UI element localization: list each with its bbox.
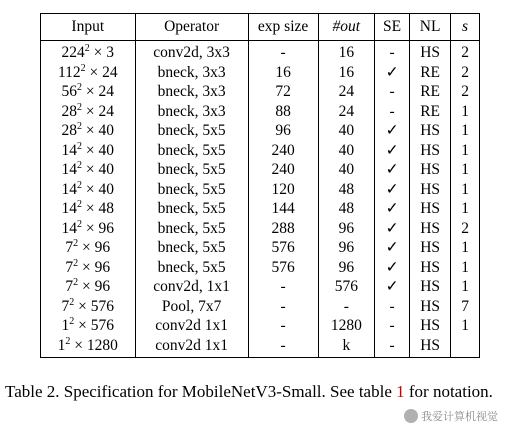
cell-input [41,238,136,258]
cell-se: - [375,82,410,102]
input-base: 28 [61,122,78,139]
cell-exp-size: - [248,316,318,336]
cell-input [41,336,136,358]
cell-out: 96 [318,219,375,239]
cell-nl: HS [410,277,451,297]
cell-operator: conv2d 1x1 [135,336,248,358]
input-exponent: 2 [77,121,83,132]
cell-nl: HS [410,238,451,258]
cell-nl: HS [410,160,451,180]
cell-exp-size: - [248,41,318,63]
cell-stride: 1 [451,199,480,219]
cell-stride: 1 [451,160,480,180]
cell-out: 24 [318,82,375,102]
input-exponent: 2 [69,316,75,327]
cell-nl: HS [410,219,451,239]
cell-se: ✓ [375,141,410,161]
cell-input [41,219,136,239]
table-caption [5,381,513,403]
table-row [41,199,480,219]
input-base: 7 [65,258,74,276]
cell-operator: bneck, 5x5 [135,180,248,200]
cell-operator: bneck, 5x5 [135,199,248,219]
input-base: 14 [61,141,78,159]
table-row [41,141,480,161]
input-base: 112 [57,63,81,81]
cell-stride: 1 [451,277,480,297]
cell-operator: bneck, 5x5 [135,238,248,258]
header-s: s [451,14,480,41]
input-channels: × 3 [89,44,115,61]
cell-se: ✓ [375,277,410,297]
spec-table [40,13,480,358]
cell-nl: RE [410,102,451,122]
cell-exp-size: 16 [248,63,318,83]
cell-out: 40 [318,141,375,161]
cell-operator: bneck, 3x3 [135,63,248,83]
table-row [41,160,480,180]
cell-nl: RE [410,63,451,83]
cell-stride: 2 [451,41,480,63]
cell-input [41,160,136,180]
cell-operator: bneck, 5x5 [135,141,248,161]
header-input: Input [41,14,136,41]
caption-table-ref-link[interactable]: 1 [396,382,405,401]
table-row [41,297,480,317]
cell-input [41,316,136,336]
cell-exp-size: 288 [248,219,318,239]
input-base: 14 [61,180,78,198]
input-exponent: 2 [77,101,83,113]
cell-out: 48 [318,199,375,219]
cell-operator: bneck, 5x5 [135,121,248,141]
table-row [41,336,480,358]
watermark-logo-icon [404,409,418,423]
watermark [404,408,498,424]
input-base: 28 [61,102,78,120]
cell-out: 16 [318,41,375,63]
input-exponent: 2 [73,257,79,269]
input-exponent: 2 [84,43,90,54]
input-exponent: 2 [77,140,83,152]
cell-operator: conv2d, 1x1 [135,277,248,297]
table-row [41,277,480,297]
table-row [41,219,480,239]
cell-se: ✓ [375,258,410,278]
cell-se: ✓ [375,160,410,180]
input-channels: × 40 [82,161,115,178]
input-base: 56 [61,83,78,100]
input-exponent: 2 [73,277,79,288]
input-base: 224 [61,44,85,61]
header-nl: NL [410,14,451,41]
cell-se: ✓ [375,121,410,141]
cell-out: 576 [318,277,375,297]
cell-se: - [375,297,410,317]
cell-se: ✓ [375,199,410,219]
input-exponent: 2 [80,62,86,74]
input-exponent: 2 [73,238,79,249]
cell-operator: bneck, 5x5 [135,160,248,180]
cell-exp-size: 576 [248,238,318,258]
cell-stride: 2 [451,82,480,102]
cell-exp-size: 240 [248,160,318,180]
input-exponent: 2 [69,296,75,308]
cell-input [41,82,136,102]
cell-operator: Pool, 7x7 [135,297,248,317]
input-channels: × 24 [85,63,118,81]
table-body [41,41,480,358]
cell-stride: 2 [451,219,480,239]
input-channels: × 48 [82,200,115,217]
input-channels: × 40 [82,180,115,198]
input-base: 14 [61,200,78,217]
cell-out: 40 [318,160,375,180]
cell-input [41,63,136,83]
cell-nl: HS [410,41,451,63]
input-channels: × 1280 [70,336,118,354]
table-row [41,238,480,258]
cell-stride: 1 [451,121,480,141]
input-base: 14 [61,219,78,237]
cell-stride: 2 [451,63,480,83]
cell-nl: HS [410,336,451,358]
cell-se: ✓ [375,180,410,200]
cell-se: - [375,41,410,63]
cell-stride: 1 [451,258,480,278]
cell-input [41,277,136,297]
cell-out: 24 [318,102,375,122]
cell-input [41,41,136,63]
input-channels: × 96 [78,239,111,256]
cell-input [41,180,136,200]
cell-stride [451,336,480,358]
caption-suffix: for notation. [404,382,493,401]
cell-operator: bneck, 5x5 [135,219,248,239]
cell-nl: RE [410,82,451,102]
input-exponent: 2 [77,199,83,210]
cell-operator: bneck, 5x5 [135,258,248,278]
cell-exp-size: 96 [248,121,318,141]
table-row [41,63,480,83]
input-channels: × 96 [78,278,111,295]
cell-se: ✓ [375,238,410,258]
cell-se: - [375,102,410,122]
cell-nl: HS [410,121,451,141]
cell-exp-size: 72 [248,82,318,102]
cell-se: - [375,316,410,336]
input-exponent: 2 [77,82,83,93]
cell-nl: HS [410,258,451,278]
cell-stride: 1 [451,141,480,161]
cell-exp-size: - [248,277,318,297]
input-channels: × 40 [82,141,115,159]
input-exponent: 2 [77,218,83,230]
cell-out: 40 [318,121,375,141]
cell-exp-size: 576 [248,258,318,278]
cell-exp-size: 120 [248,180,318,200]
cell-nl: HS [410,316,451,336]
table-header-row [41,14,480,41]
input-channels: × 96 [78,258,111,276]
table-row [41,102,480,122]
cell-nl: HS [410,141,451,161]
cell-input [41,121,136,141]
input-base: 14 [61,161,78,178]
cell-out: 96 [318,258,375,278]
cell-input [41,297,136,317]
input-exponent: 2 [77,179,83,191]
header-operator: Operator [135,14,248,41]
cell-stride: 1 [451,238,480,258]
input-base: 7 [65,278,74,295]
cell-out: 96 [318,238,375,258]
watermark-text: 我爱计算机视觉 [421,410,498,423]
spec-table-container [40,13,480,358]
input-channels: × 24 [82,83,115,100]
input-base: 1 [61,317,70,334]
cell-input [41,141,136,161]
table-row [41,316,480,336]
caption-prefix: Table 2. Specification for MobileNetV3-Small. See table [5,382,397,401]
table-row [41,121,480,141]
cell-out: 16 [318,63,375,83]
cell-out: 1280 [318,316,375,336]
input-exponent: 2 [65,335,71,347]
cell-nl: HS [410,180,451,200]
cell-exp-size: 240 [248,141,318,161]
cell-operator: conv2d, 3x3 [135,41,248,63]
cell-operator: conv2d 1x1 [135,316,248,336]
input-base: 7 [61,297,70,315]
cell-input [41,199,136,219]
table-row [41,180,480,200]
cell-operator: bneck, 3x3 [135,102,248,122]
cell-stride: 1 [451,180,480,200]
input-channels: × 24 [82,102,115,120]
table-row [41,258,480,278]
input-channels: × 40 [82,122,115,139]
cell-se: ✓ [375,219,410,239]
input-exponent: 2 [77,160,83,171]
cell-exp-size: 144 [248,199,318,219]
input-base: 1 [57,336,66,354]
cell-input [41,258,136,278]
cell-stride: 1 [451,316,480,336]
cell-exp-size: - [248,336,318,358]
input-channels: × 576 [74,297,115,315]
cell-nl: HS [410,199,451,219]
cell-operator: bneck, 3x3 [135,82,248,102]
cell-nl: HS [410,297,451,317]
input-channels: × 576 [74,317,115,334]
input-channels: × 96 [82,219,115,237]
header-out: #out [318,14,375,41]
header-exp-size: exp size [248,14,318,41]
cell-exp-size: - [248,297,318,317]
cell-out: k [318,336,375,358]
cell-stride: 7 [451,297,480,317]
cell-stride: 1 [451,102,480,122]
cell-input [41,102,136,122]
table-row [41,82,480,102]
cell-exp-size: 88 [248,102,318,122]
header-se: SE [375,14,410,41]
cell-out: 48 [318,180,375,200]
table-row [41,41,480,63]
cell-se: ✓ [375,63,410,83]
cell-se: - [375,336,410,358]
cell-out: - [318,297,375,317]
input-base: 7 [65,239,74,256]
